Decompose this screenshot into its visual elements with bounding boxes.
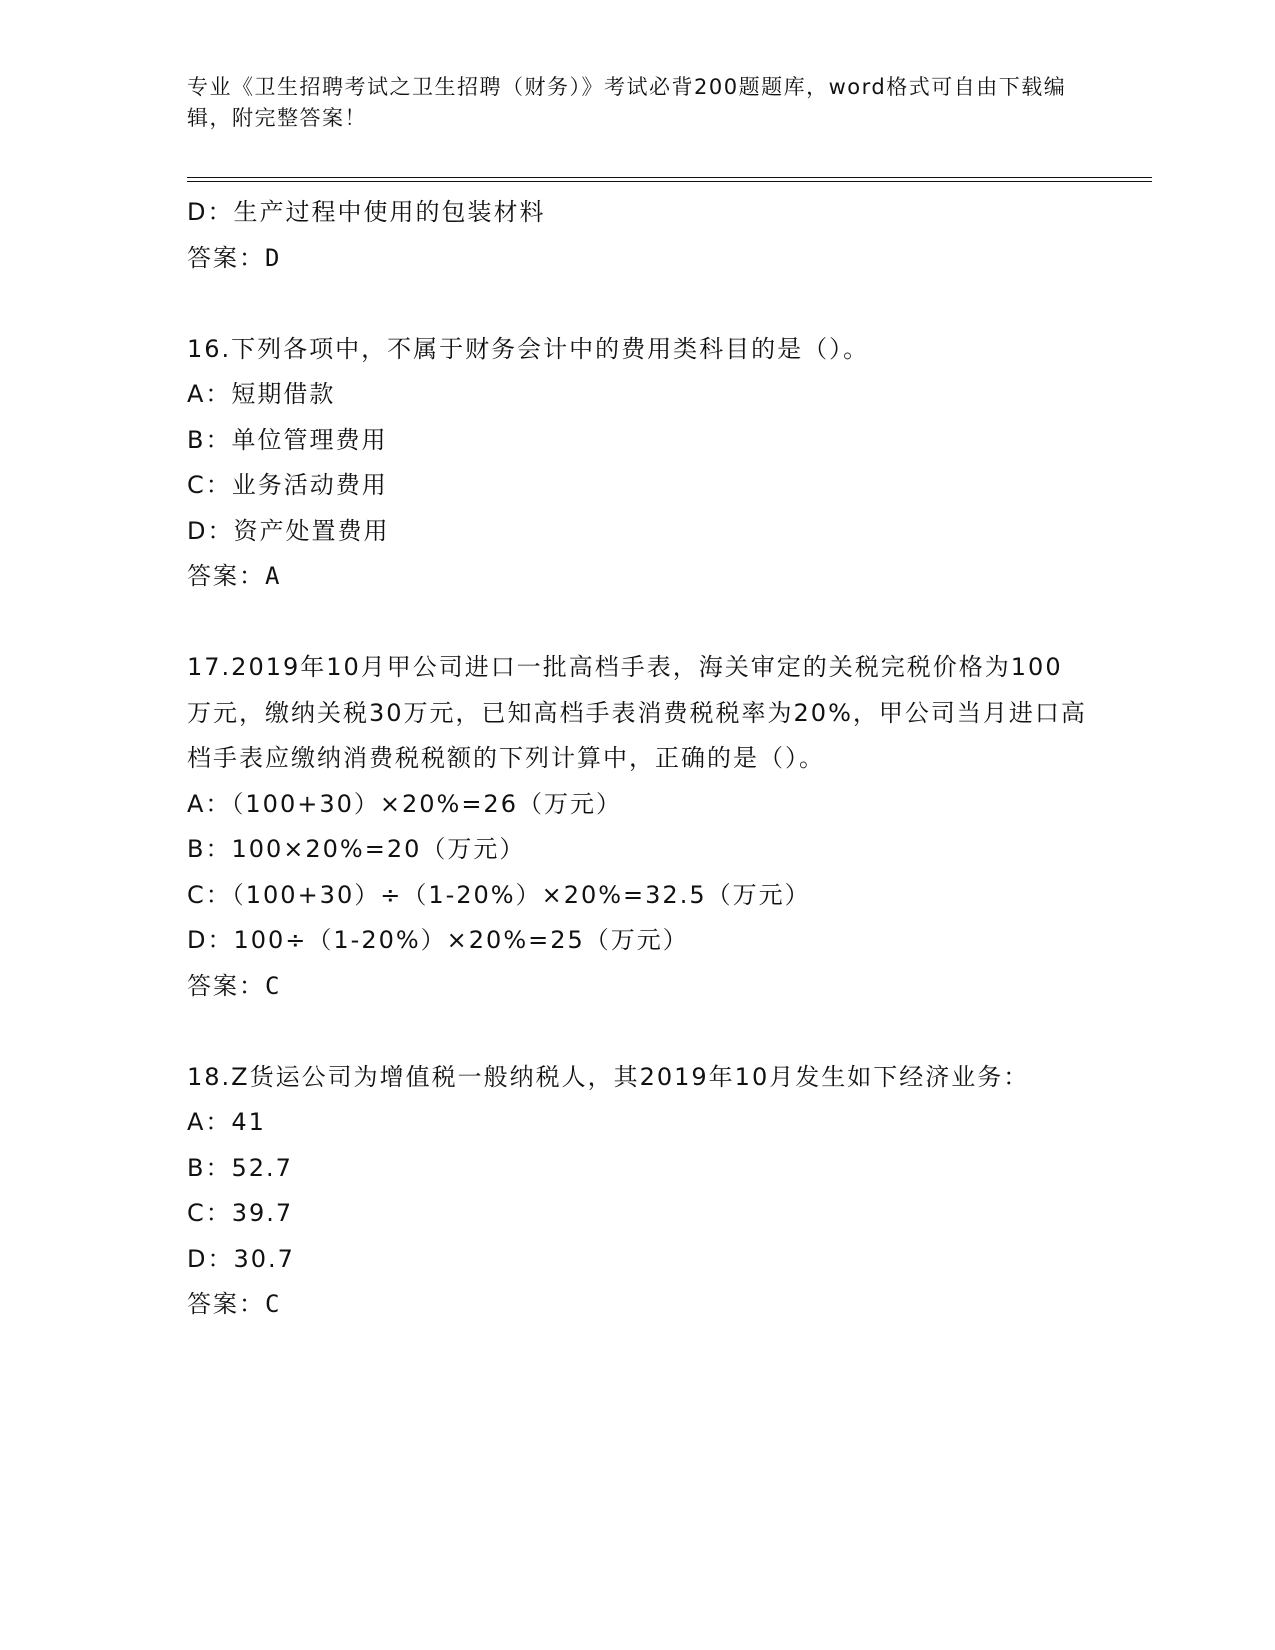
- spacer: [187, 1009, 1087, 1055]
- answer-label: 答案：: [187, 971, 265, 1000]
- option-b: B：52.7: [187, 1153, 293, 1182]
- spacer: [187, 281, 1087, 327]
- option-d: D：资产处置费用: [187, 516, 390, 545]
- option-b: B：单位管理费用: [187, 425, 388, 454]
- option-a: A：41: [187, 1108, 266, 1136]
- question-stem: 16.下列各项中，不属于财务会计中的费用类科目的是（）。: [187, 334, 870, 363]
- question-16: [187, 327, 1087, 600]
- header-rule-bottom: [187, 181, 1152, 182]
- document-body: [187, 190, 1087, 1328]
- answer-value: A: [265, 562, 282, 590]
- answer-label: 答案：: [187, 243, 265, 272]
- option-a: A：短期借款: [187, 380, 336, 408]
- option-a: A：（100+30）×20%=26（万元）: [187, 789, 622, 818]
- answer-line: [187, 236, 1087, 282]
- answer-value: C: [265, 971, 282, 1000]
- option-d: D：30.7: [187, 1244, 295, 1273]
- answer-value: D: [265, 243, 282, 272]
- spacer: [187, 600, 1087, 646]
- question-17: [187, 645, 1087, 1009]
- answer-line: [187, 964, 1087, 1010]
- option-c: C：业务活动费用: [187, 471, 388, 499]
- document-header: 专业《卫生招聘考试之卫生招聘（财务）》考试必背200题题库，word格式可自由下载编辑，附完整答案！: [187, 75, 1067, 130]
- option-c: C：39.7: [187, 1199, 294, 1227]
- question-stem: 18.Z货运公司为增值税一般纳税人，其2019年10月发生如下经济业务：: [187, 1062, 1030, 1091]
- answer-label: 答案：: [187, 562, 265, 590]
- option-d: D：生产过程中使用的包装材料: [187, 198, 546, 226]
- option-c: C：（100+30）÷（1-20%）×20%=32.5（万元）: [187, 880, 811, 909]
- question-18: [187, 1055, 1087, 1328]
- option-d: D：100÷（1-20%）×20%=25（万元）: [187, 926, 689, 954]
- answer-label: 答案：: [187, 1290, 265, 1318]
- header-rule-top: [187, 177, 1152, 178]
- option-b: B：100×20%=20（万元）: [187, 835, 526, 863]
- answer-line: [187, 554, 1087, 600]
- question-stem: 17.2019年10月甲公司进口一批高档手表，海关审定的关税完税价格为100万元，缴纳关税30万元，已知高档手表消费税税率为20%，甲公司当月进口高档手表应缴纳消费税税额的下列计算中，正确的是（）。: [187, 653, 1087, 772]
- answer-value: C: [265, 1290, 282, 1318]
- answer-line: [187, 1282, 1087, 1328]
